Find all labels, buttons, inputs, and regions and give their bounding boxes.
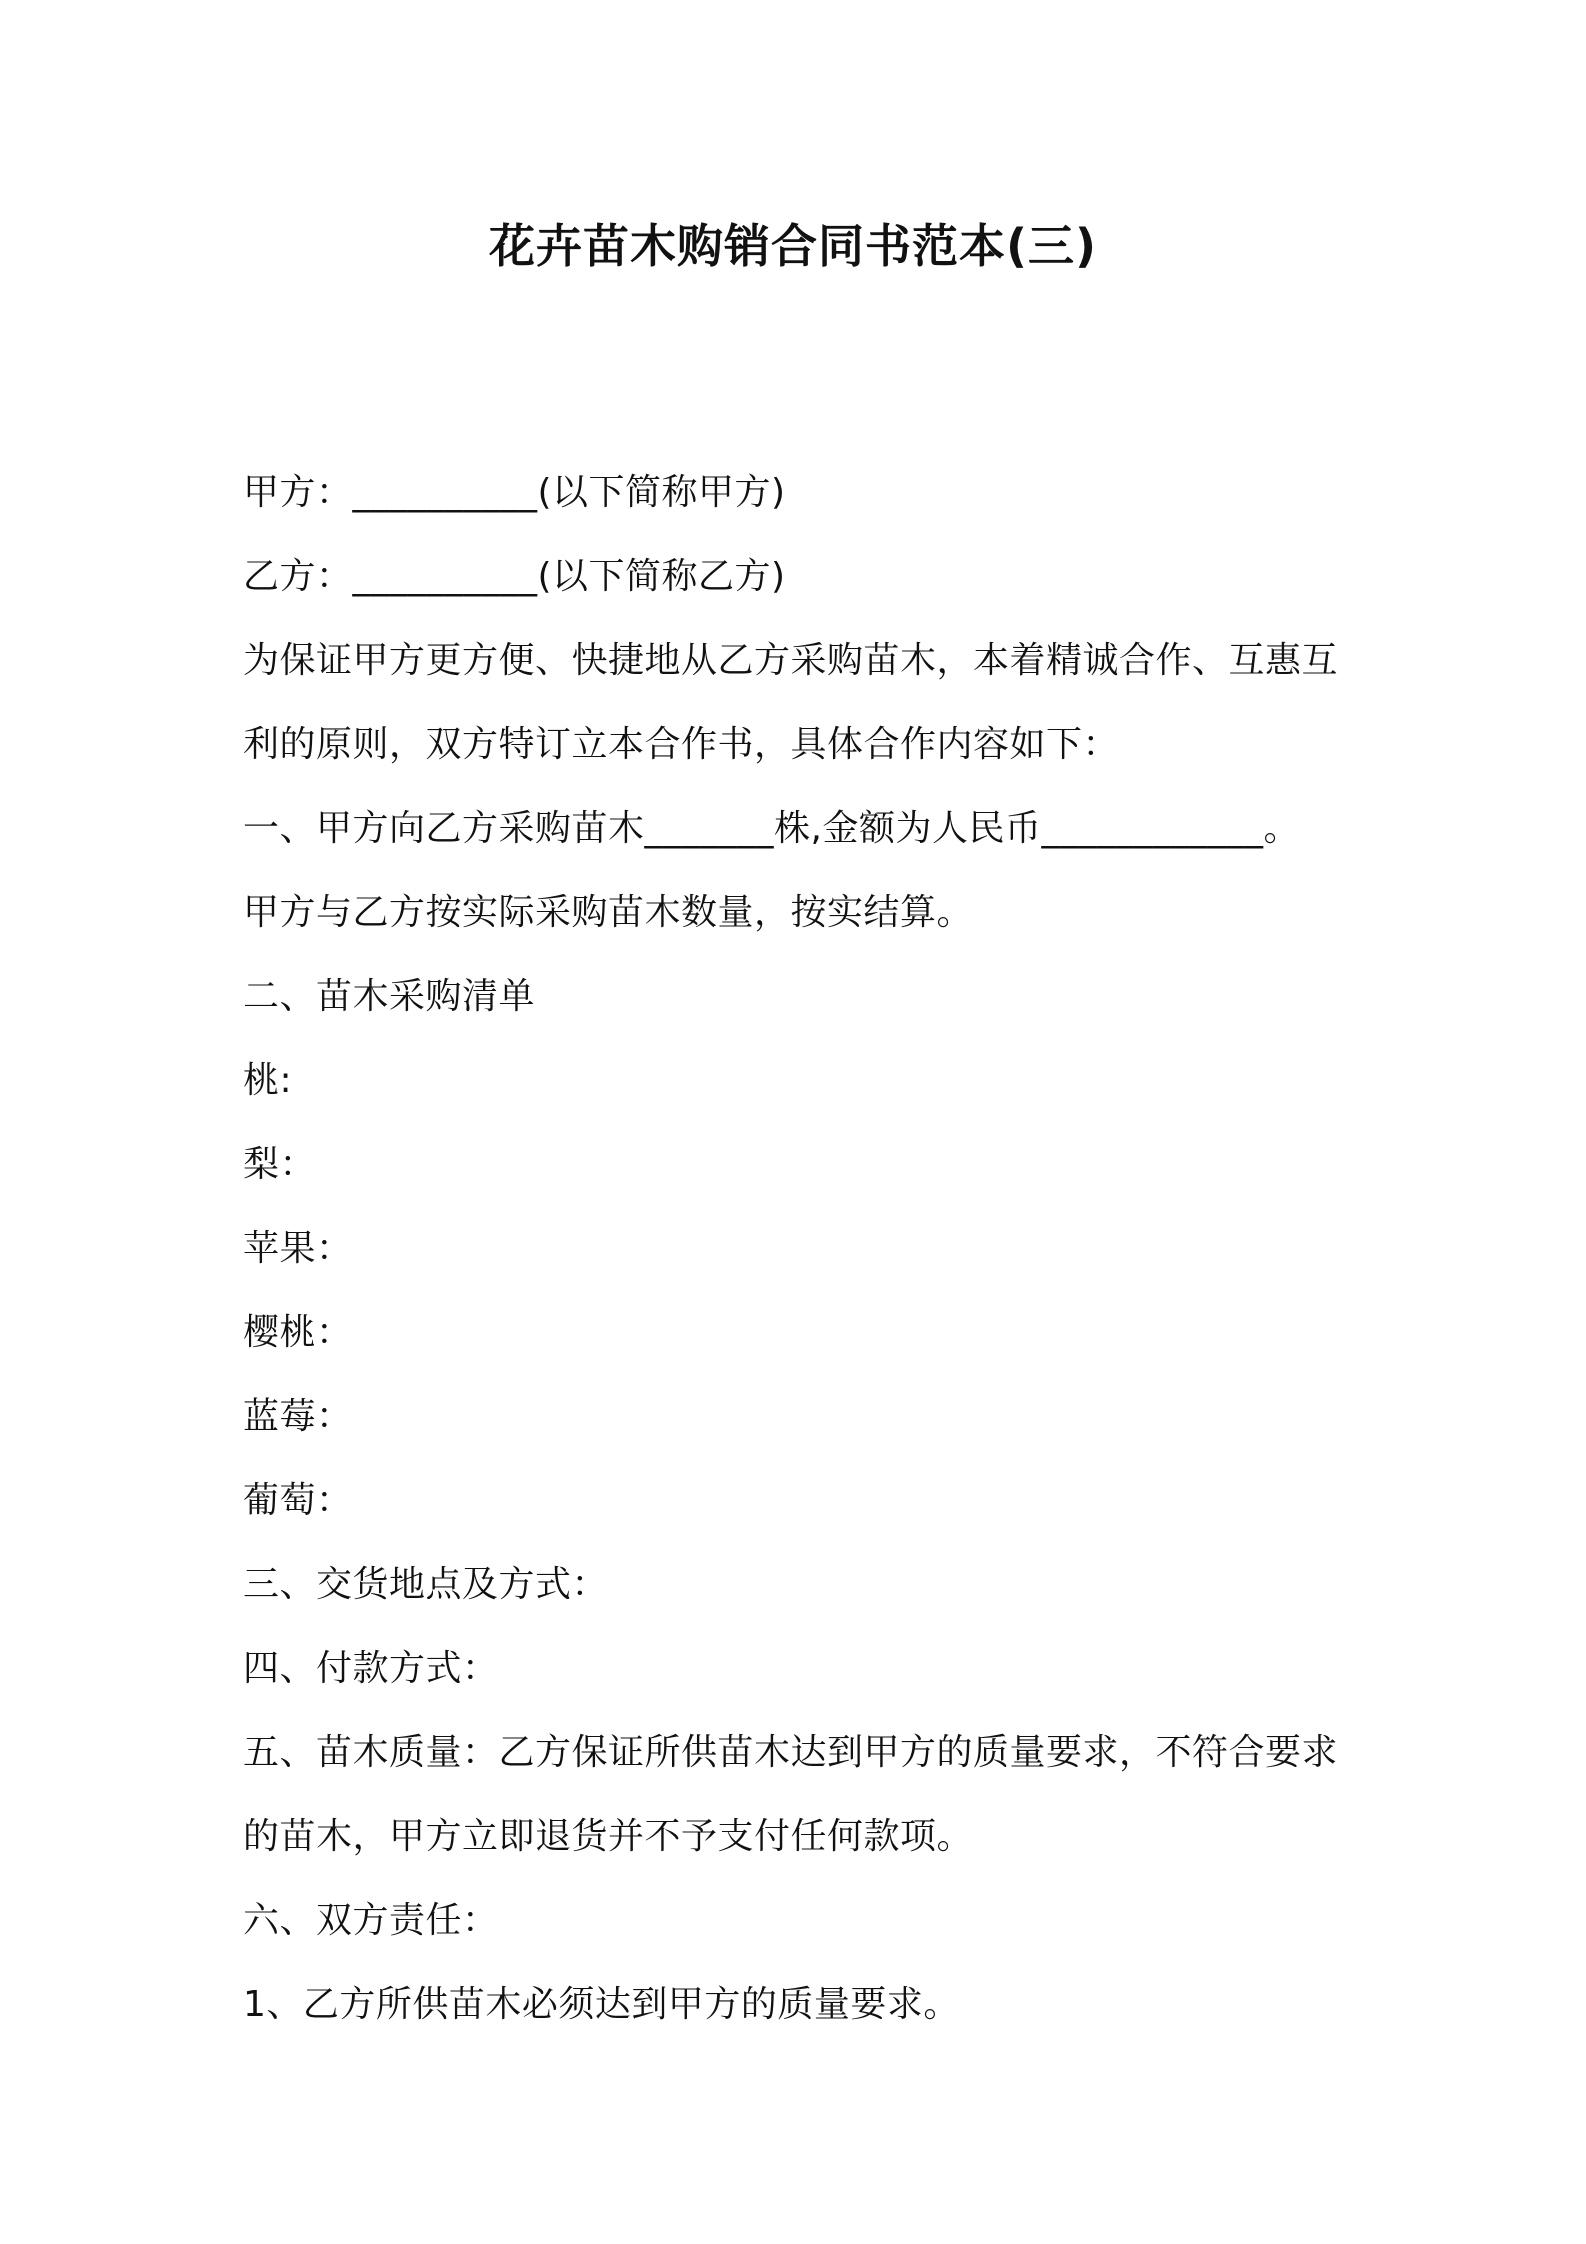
list-item-grape: 葡萄： xyxy=(243,1480,353,1521)
preamble-line-1: 为保证甲方更方便、快捷地从乙方采购苗木，本着精诚合作、互惠互 xyxy=(243,640,1339,681)
party-b-line: 乙方：__________(以下简称乙方) xyxy=(243,556,786,597)
clause-1-line-1: 一、甲方向乙方采购苗木_______株,金额为人民币____________。 xyxy=(243,808,1300,849)
list-item-blueberry: 蓝莓： xyxy=(243,1396,353,1437)
list-item-peach: 桃: xyxy=(243,1060,293,1101)
clause-3-heading: 三、交货地点及方式： xyxy=(243,1564,609,1605)
clause-5-line-2: 的苗木，甲方立即退货并不予支付任何款项。 xyxy=(243,1816,974,1857)
preamble-line-2: 利的原则，双方特订立本合作书，具体合作内容如下： xyxy=(243,724,1120,765)
clause-6-heading: 六、双方责任： xyxy=(243,1900,499,1941)
clause-6-item-1: 1、乙方所供苗木必须达到甲方的质量要求。 xyxy=(243,1984,960,2025)
list-item-pear: 梨： xyxy=(243,1144,317,1185)
clause-1-line-2: 甲方与乙方按实际采购苗木数量，按实结算。 xyxy=(243,892,974,933)
list-item-apple: 苹果： xyxy=(243,1228,353,1269)
document-title: 花卉苗木购销合同书范本(三) xyxy=(488,219,1098,273)
party-a-line: 甲方：__________(以下简称甲方) xyxy=(243,472,786,513)
document-body xyxy=(243,451,1363,2047)
list-item-cherry: 樱桃： xyxy=(243,1312,353,1353)
clause-2-heading: 二、苗木采购清单 xyxy=(243,976,536,1017)
clause-5-line-1: 五、苗木质量：乙方保证所供苗木达到甲方的质量要求，不符合要求 xyxy=(243,1732,1339,1773)
clause-4-heading: 四、付款方式： xyxy=(243,1648,499,1689)
